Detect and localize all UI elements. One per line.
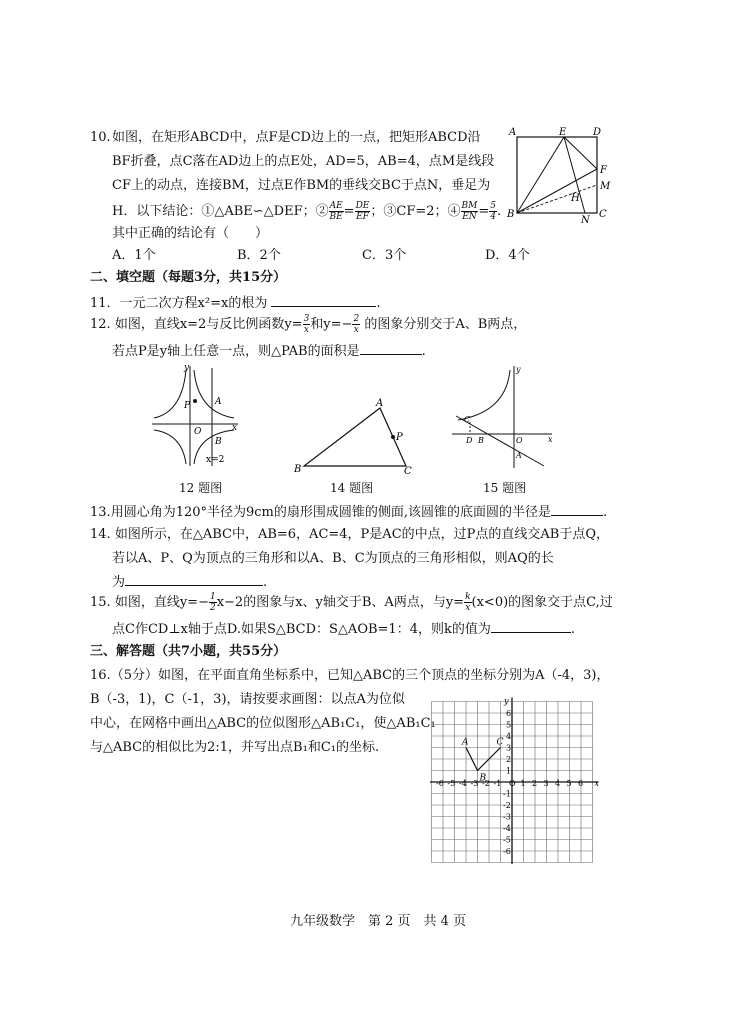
q14-line1: [90, 525, 609, 545]
fig10-label: M: [600, 181, 611, 192]
q11-text: 一元二次方程x²=x的根为: [119, 296, 268, 311]
q10-eq1: =: [343, 204, 355, 219]
q14-number: 14.: [90, 527, 111, 542]
q15-text-c: (x<0)的图象交于点C,过: [471, 595, 613, 610]
q12-answer-blank[interactable]: [360, 340, 422, 355]
y-tick-label: -5: [503, 835, 511, 845]
q14-line2: 若以A、P、Q为顶点的三角形和以A、B、C为顶点的三角形相似，则AQ的长: [112, 551, 554, 566]
fig12-label: x=2: [206, 455, 225, 465]
fig10-label: E: [559, 127, 567, 138]
fig12-caption: 12 题图: [179, 481, 223, 495]
fig10-label: D: [593, 127, 602, 138]
q10-frac1: $\frac{AE}{BE}$: [329, 201, 343, 222]
q13-text: 用圆心角为120°半径为9cm的扇形围成圆锥的侧面,该圆锥的底面圆的半径是: [110, 505, 552, 520]
fig14-label: A: [376, 398, 384, 409]
fig12-point-p: [193, 399, 197, 403]
q11-number: 11．: [90, 296, 120, 311]
q15-answer-blank[interactable]: [491, 618, 571, 633]
q10-line4-a: H．以下结论：①△ABE∽△DEF；②: [112, 204, 329, 219]
q11: [90, 292, 381, 314]
y-tick-label: -6: [503, 847, 511, 856]
fig15-label: C: [464, 415, 471, 424]
fig12-label: y: [184, 363, 190, 373]
q15-text-b: x−2的图象与x、y轴交于B、A两点，与y=: [216, 595, 465, 610]
q12-line1: [90, 312, 526, 338]
y-tick-label: -3: [503, 812, 511, 822]
x-axis-label: x: [594, 779, 600, 788]
q10-line3: CF上的动点，连接BM，过点E作BM的垂线交BC于点N，垂足为: [112, 178, 491, 193]
q15-text-a: 如图，直线y=−: [114, 595, 209, 610]
x-tick-label: 2: [532, 779, 538, 788]
fig12-curve: [154, 370, 186, 418]
coordinate-grid[interactable]: [430, 696, 610, 864]
q10-number: 10.: [90, 130, 111, 145]
q15-end: .: [570, 622, 575, 637]
q15-frac1: $\frac{1}{2}$: [209, 592, 216, 613]
q14-line1-text: 如图所示，在△ABC中，AB=6，AC=4，P是AC的中点，过P点的直线交AB于点Q，: [114, 527, 609, 542]
q16-line1-text: （5分）如图，在平面直角坐标系中，已知△ABC的三个顶点的坐标分别为A（-4，3)，: [110, 668, 610, 683]
q10-line2: BF折叠，点C落在AD边上的点E处，AD=5，AB=4，点M是线段: [112, 154, 495, 169]
q10-line4-c: .: [497, 204, 502, 219]
fig10-label: H: [571, 193, 580, 204]
fig12: [148, 362, 248, 474]
y-tick-label: 2: [506, 755, 512, 764]
q12-line2: [112, 340, 426, 362]
point-label-c: C: [496, 737, 504, 748]
fig15-label: B: [478, 436, 484, 445]
fig15-label: y: [516, 365, 521, 374]
fig14-label: P: [396, 432, 403, 443]
q11-end: .: [376, 296, 381, 311]
fig14-triangle: [304, 408, 406, 466]
y-tick-label: -2: [503, 801, 511, 810]
y-axis-label: y: [504, 696, 509, 706]
q11-answer-blank[interactable]: [271, 292, 376, 307]
q10-figure: [505, 125, 615, 225]
x-tick-label: 1: [520, 779, 526, 788]
fig12-label: A: [215, 397, 222, 407]
fig12-curve: [154, 430, 186, 464]
fig14: [292, 396, 422, 478]
q12-text-c: 的图象分别交于A、B两点，: [364, 317, 527, 332]
y-tick-label: -1: [503, 789, 511, 799]
fig12-label: P: [184, 401, 191, 411]
q16-line4: 与△ABC的相似比为2:1，并写出点B₁和C₁的坐标.: [90, 740, 380, 755]
q14-answer-blank[interactable]: [125, 571, 263, 586]
q10-eq2: =: [478, 204, 490, 219]
x-tick-label: -4: [459, 779, 467, 788]
q10-option-a: A．1个: [112, 248, 156, 263]
q15-number: 15.: [90, 595, 111, 610]
segment-bm: [517, 185, 597, 213]
fig15-label: O: [516, 436, 523, 445]
segment-ef: [564, 137, 597, 169]
q15-line2-text: 点C作CD⊥x轴于点D.如果S△BCD：S△AOB=1：4，则k的值为: [112, 622, 491, 637]
q13: [90, 501, 607, 523]
fig15-label: x: [548, 435, 553, 444]
q12-frac1: $\frac{3}{x}$: [303, 314, 310, 335]
y-tick-label: 4: [506, 732, 512, 741]
fig12-label: x: [232, 423, 238, 433]
q10-line1: 如图，在矩形ABCD中，点F是CD边上的一点，把矩形ABCD沿: [112, 130, 481, 145]
q16-line1: [90, 666, 609, 686]
q15-frac2: $\frac{k}{x}$: [465, 592, 471, 613]
section2-title: 二、填空题（每题3分，共15分）: [90, 270, 287, 285]
fig12-label: B: [215, 437, 222, 447]
fig15: [448, 362, 558, 474]
q15-line1: [90, 590, 613, 616]
q16-line2: B（-3，1)，C（-1，3)，请按要求画图：以点A为位似: [90, 692, 405, 707]
fig14-point-p: [391, 435, 395, 439]
q13-end: .: [603, 505, 608, 520]
fig14-label: C: [404, 466, 412, 477]
x-tick-label: -5: [447, 779, 456, 788]
segment-bf: [517, 169, 597, 213]
q10-frac4: $\frac{5}{4}$: [490, 201, 496, 222]
q12-end: .: [421, 344, 426, 359]
fig12-curve: [194, 370, 234, 418]
y-tick-label: 3: [506, 743, 512, 753]
y-tick-label: -4: [503, 824, 511, 833]
q16-number: 16.: [90, 668, 111, 683]
q10-line4: [112, 200, 501, 224]
x-tick-label: O: [509, 779, 516, 788]
fig15-curve: [458, 370, 510, 420]
q12-number: 12.: [90, 317, 111, 332]
q10-option-c: C．3个: [362, 248, 407, 263]
q10-option-d: D．4个: [485, 248, 530, 263]
q10-frac2: $\frac{DE}{EF}$: [355, 201, 370, 222]
fig14-caption: 14 题图: [330, 481, 374, 495]
fig15-label: D: [466, 436, 473, 445]
x-tick-label: -1: [493, 779, 502, 788]
q16-line3: 中心，在网格中画出△ABC的位似图形△AB₁C₁，使△AB₁C₁: [90, 716, 436, 731]
q14-end: .: [263, 575, 268, 590]
segment-be: [517, 137, 564, 213]
q12-text-a: 如图，直线x=2与反比例函数y=: [114, 317, 303, 332]
x-tick-label: 4: [555, 779, 561, 788]
q10-option-b: B．2个: [237, 248, 281, 263]
q13-answer-blank[interactable]: [551, 501, 603, 516]
q10-line4-b: ；③CF=2；④: [370, 204, 461, 219]
fig12-label: O: [194, 427, 202, 437]
q15-line2: [112, 618, 575, 640]
q12-frac2: $\frac{2}{x}$: [353, 314, 360, 335]
fig10-label: B: [507, 209, 515, 220]
fig14-label: B: [294, 464, 302, 475]
fig15-caption: 15 题图: [483, 481, 527, 495]
x-tick-label: -2: [482, 779, 490, 788]
fig15-label: A: [516, 451, 522, 460]
y-tick-label: 6: [506, 709, 512, 718]
fig10-label: C: [599, 209, 607, 220]
x-tick-label: 3: [543, 779, 549, 788]
x-tick-label: -6: [436, 779, 444, 788]
point-label-a: A: [462, 737, 469, 748]
y-tick-label: 1: [506, 766, 512, 776]
y-tick-label: 5: [506, 720, 512, 730]
q12-line2-text: 若点P是y轴上任意一点，则△PAB的面积是: [112, 344, 360, 359]
q10-line5: 其中正确的结论有（ ）: [112, 226, 269, 241]
q12-text-b: 和y=−: [310, 317, 353, 332]
fig10-label: N: [581, 215, 590, 225]
x-tick-label: -3: [470, 779, 479, 788]
x-tick-label: 6: [578, 779, 584, 788]
point-label-b: B: [479, 773, 487, 784]
q14-line3-text: 为: [112, 575, 126, 590]
x-tick-label: 5: [566, 779, 572, 788]
fig10-label: F: [600, 165, 607, 176]
fig10-label: A: [509, 127, 517, 138]
q13-number: 13.: [90, 505, 111, 520]
page-footer: 九年级数学 第 2 页 共 4 页: [290, 914, 467, 929]
section3-title: 三、解答题（共7小题，共55分）: [90, 644, 287, 659]
q10-frac3: $\frac{BM}{EN}$: [461, 201, 478, 222]
